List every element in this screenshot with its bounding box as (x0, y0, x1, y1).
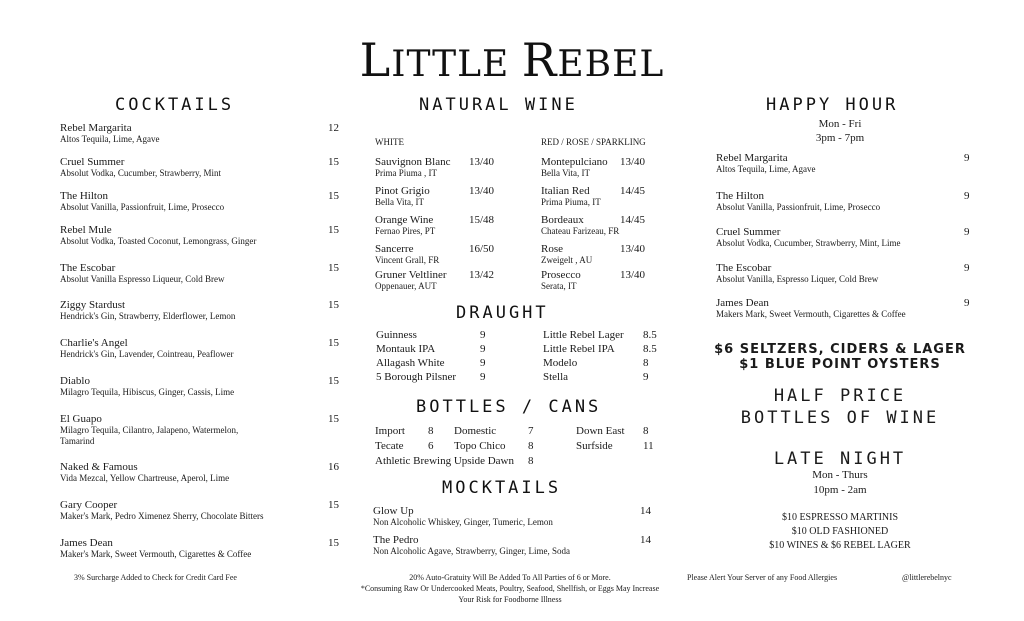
happy-hour-item-price: 9 (964, 297, 970, 309)
draught-name: 5 Borough Pilsner (376, 371, 457, 383)
bottle-price: 8 (528, 440, 534, 452)
bottle-name: Topo Chico (454, 440, 506, 452)
logo-letter: R (521, 33, 558, 87)
happy-hour-item-name: James Dean (716, 297, 769, 309)
happy-hour-days: Mon - Fri (818, 118, 862, 130)
happy-hour-item-name: The Escobar (716, 262, 772, 274)
cocktail-price: 12 (328, 122, 339, 134)
cocktail-name: Diablo (60, 375, 90, 387)
cocktail-price: 15 (328, 299, 339, 311)
mocktail-description: Non Alcoholic Whiskey, Ginger, Tumeric, Lemon (373, 517, 553, 527)
wine-price: 14/45 (620, 214, 646, 226)
logo-letter: L (359, 33, 392, 87)
wine-producer: Vincent Grall, FR (375, 255, 440, 265)
wine-name: Bordeaux (541, 214, 584, 226)
cocktail-name: The Hilton (60, 190, 108, 202)
bottle-name: Down East (576, 425, 625, 437)
cocktail-name: El Guapo (60, 413, 102, 425)
red-wine-label: RED / ROSE / SPARKLING (541, 137, 646, 147)
cocktail-name: Ziggy Stardust (60, 299, 126, 311)
wine-name: Sauvignon Blanc (375, 156, 451, 168)
cocktail-description: Hendrick's Gin, Lavender, Cointreau, Peaflower (60, 349, 234, 359)
wine-producer: Prima Piuma , IT (375, 168, 437, 178)
late-night-deal: $10 ESPRESSO MARTINIS (781, 512, 899, 523)
gratuity-note: 20% Auto-Gratuity Will Be Added To All Parties of 6 or More. (409, 573, 611, 582)
half-price-heading: HALF PRICE (773, 386, 907, 406)
white-wine-label: WHITE (375, 137, 404, 147)
happy-hour-item-name: The Hilton (716, 190, 764, 202)
cocktail-description: Vida Mezcal, Yellow Chartreuse, Aperol, Lime (60, 473, 230, 483)
cocktail-name: Gary Cooper (60, 499, 118, 511)
cocktail-name: Rebel Margarita (60, 122, 132, 134)
cocktail-description: Absolut Vodka, Toasted Coconut, Lemongrass, Ginger (60, 236, 257, 246)
draught-price: 9 (480, 343, 486, 355)
draught-price: 8.5 (643, 343, 657, 355)
cocktail-name: James Dean (60, 537, 113, 549)
wine-name: Orange Wine (375, 214, 434, 226)
wine-price: 13/40 (620, 243, 646, 255)
cocktail-description: Absolut Vanilla Espresso Liqueur, Cold Brew (60, 274, 225, 284)
happy-hour-item-name: Cruel Summer (716, 226, 781, 238)
cocktail-name: Naked & Famous (60, 461, 138, 473)
bottle-price: 8 (643, 425, 649, 437)
mocktail-name: Glow Up (373, 505, 414, 517)
wine-price: 13/42 (469, 269, 495, 281)
surcharge-note: 3% Surcharge Added to Check for Credit Card Fee (74, 573, 237, 582)
mocktail-price: 14 (640, 534, 651, 546)
wine-price: 16/50 (469, 243, 495, 255)
bottle-name: Tecate (375, 440, 404, 452)
late-night-heading: LATE NIGHT (773, 449, 907, 469)
draught-heading: DRAUGHT (456, 303, 549, 323)
draught-price: 8 (643, 357, 649, 369)
cocktail-price: 15 (328, 499, 339, 511)
draught-name: Guinness (376, 329, 417, 341)
wine-name: Italian Red (541, 185, 590, 197)
wine-price: 14/45 (620, 185, 646, 197)
happy-hour-item-price: 9 (964, 152, 970, 164)
wine-price: 13/40 (620, 269, 646, 281)
cocktail-description: Maker's Mark, Pedro Ximenez Sherry, Chocolate Bitters (60, 511, 264, 521)
raw-food-warning: *Consuming Raw Or Undercooked Meats, Poultry, Seafood, Shellfish, or Eggs May Increase (360, 584, 660, 593)
happy-hour-hours: 3pm - 7pm (815, 132, 865, 144)
mocktail-description: Non Alcoholic Agave, Strawberry, Ginger, Lime, Soda (373, 546, 571, 556)
wine-producer: Bella Vita, IT (541, 168, 591, 178)
draught-price: 9 (480, 357, 486, 369)
bottle-name: Athletic Brewing Upside Dawn (375, 455, 514, 467)
wine-name: Rose (541, 243, 563, 255)
cocktail-name: Cruel Summer (60, 156, 125, 168)
brand-logo (0, 32, 1024, 93)
cocktail-price: 15 (328, 537, 339, 549)
cocktail-price: 15 (328, 224, 339, 236)
happy-hour-item-price: 9 (964, 226, 970, 238)
bottle-name: Surfside (576, 440, 613, 452)
draught-name: Little Rebel IPA (543, 343, 615, 355)
cocktail-description: Hendrick's Gin, Strawberry, Elderflower, Lemon (60, 311, 236, 321)
cocktail-name: Rebel Mule (60, 224, 112, 236)
draught-name: Little Rebel Lager (543, 329, 624, 341)
cocktail-description: Absolut Vanilla, Passionfruit, Lime, Prosecco (60, 202, 225, 212)
late-night-hours: 10pm - 2am (813, 484, 867, 496)
bottle-price: 7 (528, 425, 534, 437)
wine-producer: Zweigelt , AU (541, 255, 593, 265)
center-footer (320, 572, 700, 605)
late-night-deal: $10 OLD FASHIONED (791, 526, 889, 537)
draught-price: 9 (480, 371, 486, 383)
bottle-name: Import (375, 425, 405, 437)
wine-producer: Chateau Farizeau, FR (541, 226, 620, 236)
late-night-days: Mon - Thurs (812, 469, 868, 481)
cocktail-price: 15 (328, 375, 339, 387)
draught-name: Montauk IPA (376, 343, 436, 355)
happy-hour-item-description: Makers Mark, Sweet Vermouth, Cigarettes & Coffee (716, 309, 906, 319)
seltzer-special: $6 SELTZERS, CIDERS & LAGER (714, 342, 966, 357)
late-night-deal: $10 WINES & $6 REBEL LAGER (769, 540, 911, 551)
draught-price: 9 (643, 371, 649, 383)
happy-hour-item-price: 9 (964, 262, 970, 274)
happy-hour-heading: HAPPY HOUR (766, 95, 899, 115)
logo-letters: EBEL (557, 44, 665, 85)
oyster-special: $1 BLUE POINT OYSTERS (739, 357, 941, 372)
cocktail-description: Altos Tequila, Lime, Agave (60, 134, 160, 144)
wine-price: 13/40 (469, 185, 495, 197)
draught-name: Stella (543, 371, 569, 383)
allergy-note: Please Alert Your Server of any Food Allergies (687, 573, 838, 582)
mocktails-heading: MOCKTAILS (442, 478, 562, 498)
cocktail-description: Milagro Tequila, Hibiscus, Ginger, Cassis, Lime (60, 387, 235, 397)
draught-price: 8.5 (643, 329, 657, 341)
cocktail-name: Charlie's Angel (60, 337, 128, 349)
happy-hour-item-name: Rebel Margarita (716, 152, 788, 164)
raw-food-warning-cont: Your Risk for Foodborne Illness (458, 595, 562, 604)
bottle-name: Domestic (454, 425, 497, 437)
wine-producer: Bella Vita, IT (375, 197, 425, 207)
bottle-price: 11 (643, 440, 654, 452)
cocktail-price: 15 (328, 413, 339, 425)
logo-letters: ITTLE (391, 44, 522, 85)
draught-name: Modelo (543, 357, 578, 369)
bottles-heading: BOTTLES / CANS (416, 397, 602, 417)
cocktail-price: 15 (328, 156, 339, 168)
wine-price: 15/48 (469, 214, 495, 226)
bottle-price: 6 (428, 440, 434, 452)
cocktail-description: Maker's Mark, Sweet Vermouth, Cigarettes & Coffee (60, 549, 252, 559)
draught-price: 9 (480, 329, 486, 341)
draught-name: Allagash White (376, 357, 445, 369)
happy-hour-item-description: Absolut Vodka, Cucumber, Strawberry, Mint, Lime (716, 238, 901, 248)
cocktail-description: Tamarind (60, 436, 95, 446)
mocktail-name: The Pedro (373, 534, 419, 546)
cocktail-price: 16 (328, 461, 339, 473)
wine-producer: Serata, IT (541, 281, 577, 291)
wine-producer: Fernao Pires, PT (375, 226, 436, 236)
wine-producer: Oppenauer, AUT (375, 281, 437, 291)
happy-hour-item-description: Absolut Vanilla, Espresso Liquer, Cold Brew (716, 274, 879, 284)
mocktail-price: 14 (640, 505, 651, 517)
wine-producer: Prima Piuma, IT (541, 197, 601, 207)
happy-hour-item-description: Altos Tequila, Lime, Agave (716, 164, 816, 174)
happy-hour-item-description: Absolut Vanilla, Passionfruit, Lime, Prosecco (716, 202, 881, 212)
cocktail-description: Absolut Vodka, Cucumber, Strawberry, Mint (60, 168, 221, 178)
wine-price: 13/40 (620, 156, 646, 168)
cocktail-price: 15 (328, 262, 339, 274)
happy-hour-item-price: 9 (964, 190, 970, 202)
wine-name: Sancerre (375, 243, 414, 255)
bottle-price: 8 (428, 425, 434, 437)
social-handle: @littlerebelnyc (902, 573, 952, 582)
wine-name: Prosecco (541, 269, 581, 281)
wine-heading: NATURAL WINE (419, 95, 578, 115)
wine-name: Pinot Grigio (375, 185, 430, 197)
cocktail-name: The Escobar (60, 262, 116, 274)
cocktail-description: Milagro Tequila, Cilantro, Jalapeno, Watermelon, (60, 425, 239, 435)
half-price-sub: BOTTLES OF WINE (740, 408, 940, 428)
cocktail-price: 15 (328, 337, 339, 349)
wine-price: 13/40 (469, 156, 495, 168)
bottle-price: 8 (528, 455, 534, 467)
cocktail-price: 15 (328, 190, 339, 202)
wine-name: Montepulciano (541, 156, 608, 168)
wine-name: Gruner Veltliner (375, 269, 447, 281)
cocktails-heading: COCKTAILS (115, 95, 235, 115)
